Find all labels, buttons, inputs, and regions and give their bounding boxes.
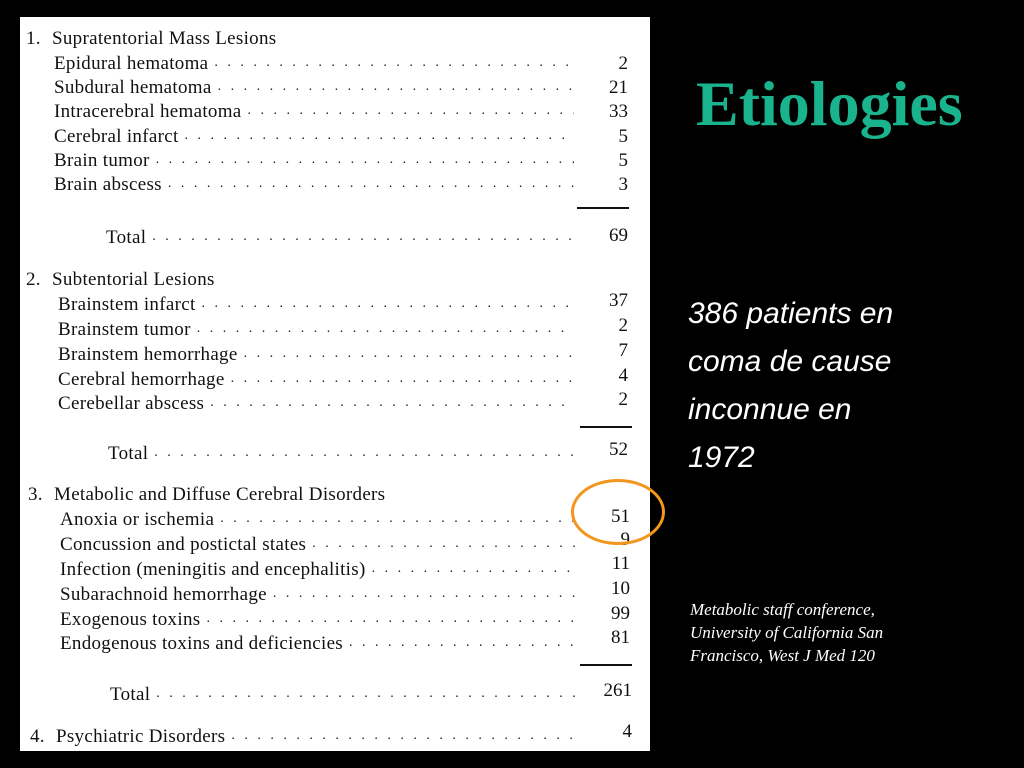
sum-rule [577, 207, 629, 209]
row-value: 10 [611, 578, 630, 599]
total-row: Total . . . [106, 226, 574, 250]
section-3-title: 3. Metabolic and Diffuse Cerebral Disorders [28, 484, 386, 505]
row-value: 9 [620, 529, 630, 550]
row-value: 11 [611, 553, 630, 574]
total-row: Total . . . [108, 442, 574, 466]
table-row: Brain abscess . . . [54, 173, 574, 197]
row-value: 51 [611, 506, 630, 527]
table-row: Cerebellar abscess . . . [58, 392, 574, 416]
sum-rule [580, 426, 632, 428]
row-value: 4 [622, 721, 632, 742]
table-row: Anoxia or ischemia . . . [60, 508, 576, 532]
section-2-title: 2. Subtentorial Lesions [26, 269, 215, 290]
row-value: 37 [609, 290, 628, 311]
table-row: Subarachnoid hemorrhage . . . [60, 583, 576, 607]
total-value: 69 [609, 225, 628, 246]
table-row: Brainstem infarct . . . [58, 293, 574, 317]
total-row: Total . . . [110, 683, 576, 707]
table-row: Brainstem hemorrhage . . . [58, 343, 574, 367]
row-value: 81 [611, 627, 630, 648]
row-value: 2 [618, 389, 628, 410]
section-4-row: 4. Psychiatric Disorders . . . [30, 725, 576, 749]
table-row: Intracerebral hematoma . . . [54, 100, 574, 124]
total-value: 261 [603, 680, 632, 701]
highlight-circle [571, 479, 665, 545]
table-row: Cerebral hemorrhage . . . [58, 368, 574, 392]
table-row: Infection (meningitis and encephalitis) . . . [60, 558, 576, 582]
slide-title: Etiologies [696, 68, 963, 139]
table-row: Brain tumor . . . [54, 149, 574, 173]
row-value: 5 [618, 126, 628, 147]
reference-citation: Metabolic staff conference, University of California San Francisco, West J Med 120 [690, 600, 884, 665]
table-row: Brainstem tumor . . . [58, 318, 574, 342]
row-value: 4 [618, 365, 628, 386]
table-row: Cerebral infarct . . . [54, 125, 574, 149]
row-value: 7 [618, 340, 628, 361]
table-row: Endogenous toxins and deficiencies . . . [60, 632, 576, 656]
sum-rule [580, 664, 632, 666]
row-value: 2 [618, 53, 628, 74]
row-value: 33 [609, 101, 628, 122]
row-value: 2 [618, 315, 628, 336]
etiology-table-image [20, 17, 650, 751]
table-row: Exogenous toxins . . . [60, 608, 576, 632]
row-value: 99 [611, 603, 630, 624]
row-value: 21 [609, 77, 628, 98]
row-value: 5 [618, 150, 628, 171]
total-value: 52 [609, 439, 628, 460]
section-1-title: 1. Supratentorial Mass Lesions [26, 28, 277, 49]
table-row: Epidural hematoma . . . [54, 52, 574, 76]
table-row: Concussion and postictal states . . . [60, 533, 576, 557]
patient-note: 386 patients en coma de cause inconnue en 1972 [688, 297, 894, 474]
table-row: Subdural hematoma . . . [54, 76, 574, 100]
row-value: 3 [618, 174, 628, 195]
